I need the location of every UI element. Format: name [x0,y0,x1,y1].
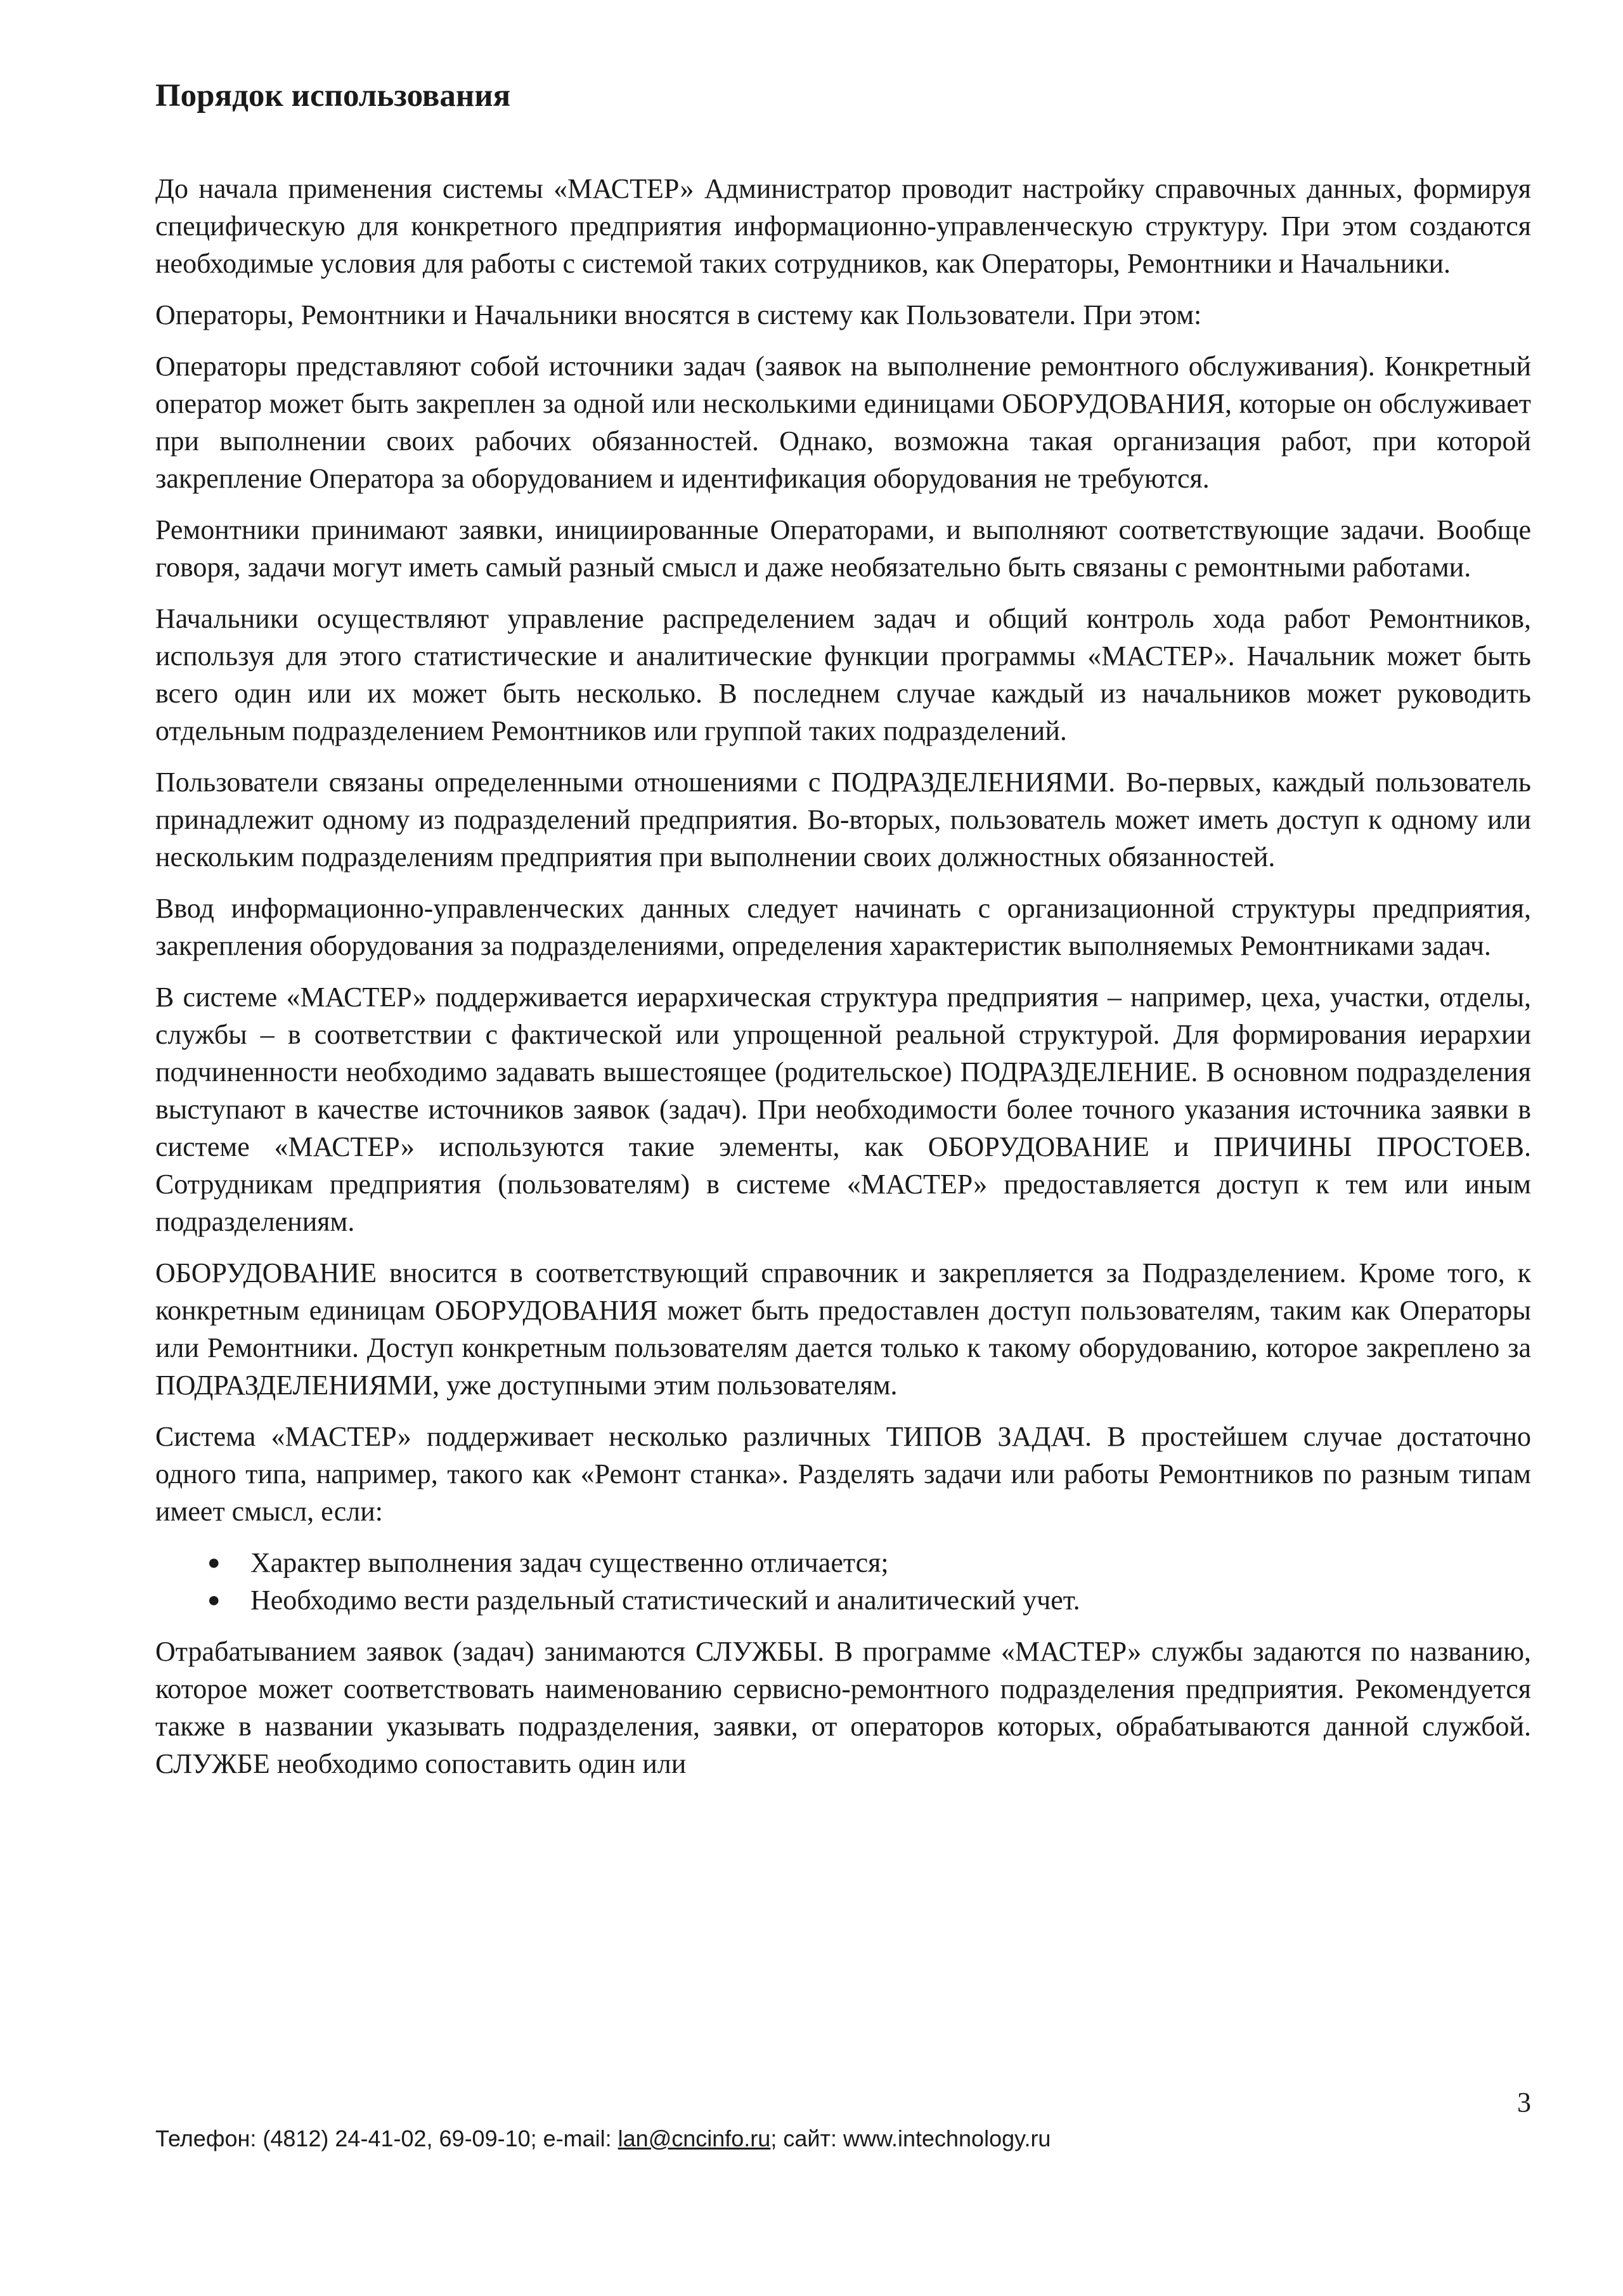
footer-contact-prefix: Телефон: (4812) 24-41-02, 69-09-10; e-mail: [155,2125,618,2151]
paragraph: Операторы, Ремонтники и Начальники вносятся в систему как Пользователи. При этом: [155,299,1202,330]
bullet-icon: ● [207,1551,221,1574]
page-content [155,75,1531,1796]
paragraph: В системе «МАСТЕР» поддерживается иерархическая структура предприятия – например, цеха, участки, отделы, службы – в соответствии с фактической или упрощенной реальной структурой. Для формирования иерархии подчиненности необходимо задавать вышестоящее (родительское) ПОДРАЗДЕЛЕНИЕ. В основном подразделения выступают в качестве источников заявок (задач). При необходимости более точного указания источника заявки в системе «МАСТЕР» используются такие элементы, как ОБОРУДОВАНИЕ и ПРИЧИНЫ ПРОСТОЕВ. Сотрудникам предприятия (пользователям) в системе «МАСТЕР» предоставляется доступ к тем или иным подразделениям. [155,982,1531,1237]
list-item-text: Необходимо вести раздельный статистический и аналитический учет. [250,1585,1080,1616]
page-number: 3 [1517,2087,1531,2118]
paragraph: Ввод информационно-управленческих данных следует начинать с организационной структуры предприятия, закрепления оборудования за подразделениями, определения характеристик выполняемых Ремонтниками задач. [155,893,1531,961]
section-title: Порядок использования [155,78,511,114]
paragraph: ОБОРУДОВАНИЕ вносится в соответствующий справочник и закрепляется за Подразделением. Кроме того, к конкретным единицам ОБОРУДОВАНИЯ может быть предоставлен доступ пользователям, таким как Операторы или Ремонтники. Доступ конкретным пользователям дается только к такому оборудованию, которое закреплено за ПОДРАЗДЕЛЕНИЯМИ, уже доступными этим пользователям. [155,1257,1531,1401]
bullet-list [155,1544,1531,1619]
list-item-text: Характер выполнения задач существенно отличается; [250,1547,889,1578]
bullet-icon: ● [207,1588,221,1612]
list-item [155,1581,1531,1619]
paragraph: Операторы представляют собой источники задач (заявок на выполнение ремонтного обслуживания). Конкретный оператор может быть закреплен за одной или несколькими единицами ОБОРУДОВАНИЯ, которые он обслуживает при выполнении своих рабочих обязанностей. Однако, возможна такая организация работ, при которой закрепление Оператора за оборудованием и идентификация оборудования не требуются. [155,351,1531,494]
email-link[interactable]: lan@cncinfo.ru [618,2125,771,2151]
paragraph: Ремонтники принимают заявки, инициированные Операторами, и выполняют соответствующие задачи. Вообще говоря, задачи могут иметь самый разный смысл и даже необязательно быть связаны с ремонтными работами. [155,514,1531,583]
paragraph: Пользователи связаны определенными отношениями с ПОДРАЗДЕЛЕНИЯМИ. Во-первых, каждый пользователь принадлежит одному из подразделений предприятия. Во-вторых, пользователь может иметь доступ к одному или нескольким подразделениям предприятия при выполнении своих должностных обязанностей. [155,767,1531,872]
paragraph: До начала применения системы «МАСТЕР» Администратор проводит настройку справочных данных, формируя специфическую для конкретного предприятия информационно-управленческую структуру. При этом создаются необходимые условия для работы с системой таких сотрудников, как Операторы, Ремонтники и Начальники. [155,173,1531,279]
paragraph: Начальники осуществляют управление распределением задач и общий контроль хода работ Ремонтников, используя для этого статистические и аналитические функции программы «МАСТЕР». Начальник может быть всего один или их может быть несколько. В последнем случае каждый из начальников может руководить отдельным подразделением Ремонтников или группой таких подразделений. [155,603,1531,746]
paragraph: Система «МАСТЕР» поддерживает несколько различных ТИПОВ ЗАДАЧ. В простейшем случае достаточно одного типа, например, такого как «Ремонт станка». Разделять задачи или работы Ремонтников по разным типам имеет смысл, если: [155,1421,1531,1527]
paragraph: Отрабатыванием заявок (задач) занимаются СЛУЖБЫ. В программе «МАСТЕР» службы задаются по названию, которое может соответствовать наименованию сервисно-ремонтного подразделения предприятия. Рекомендуется также в названии указывать подразделения, заявки, от операторов которых, обрабатываются данной службой. СЛУЖБЕ необходимо сопоставить один или [155,1636,1531,1779]
footer-contact-suffix: ; сайт: www.intechnology.ru [770,2125,1051,2151]
page-footer [155,2125,1051,2152]
list-item [155,1544,1531,1581]
